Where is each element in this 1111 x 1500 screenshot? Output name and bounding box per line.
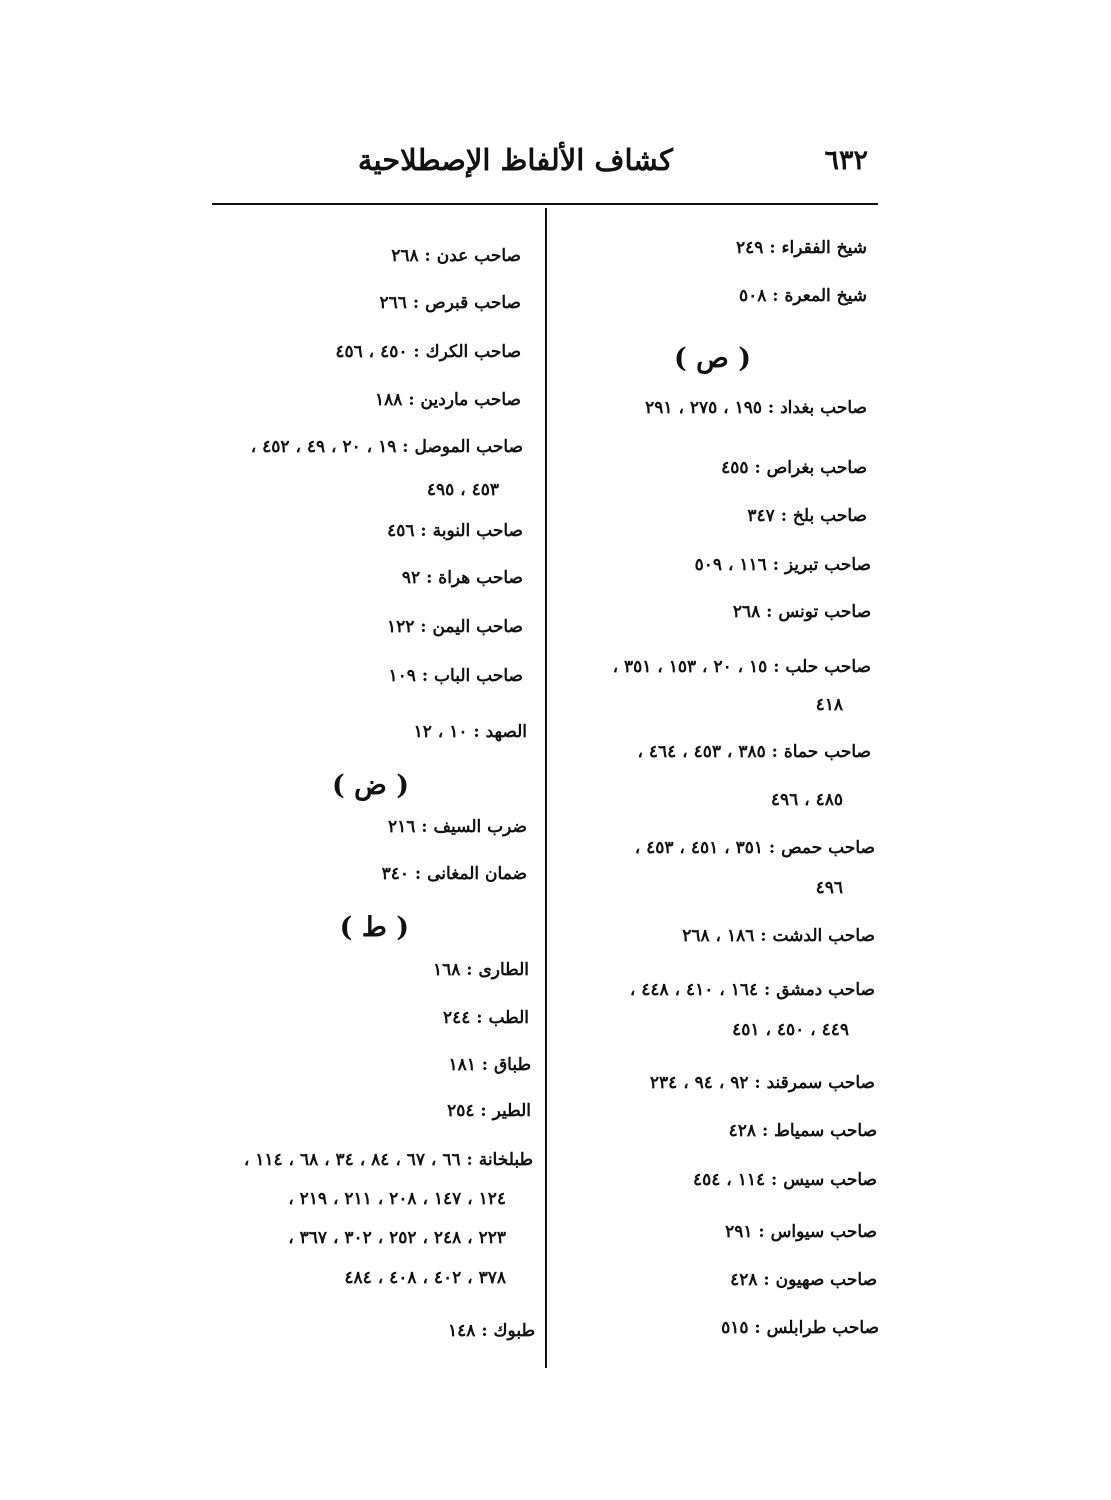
index-entry-continuation: ٣٧٨ ، ٤٠٢ ، ٤٠٨ ، ٤٨٤ <box>344 1268 506 1288</box>
index-entry: صاحب حلب : ١٥ ، ٢٠ ، ١٥٣ ، ٣٥١ ، <box>612 657 871 677</box>
index-entry: صاحب اليمن : ١٢٢ <box>386 617 523 637</box>
section-letter-ta: ( ط ) <box>339 912 409 943</box>
index-entry: صاحب هراة : ٩٢ <box>401 568 523 588</box>
index-entry: صاحب دمشق : ١٦٤ ، ٤١٠ ، ٤٤٨ ، <box>629 980 875 1000</box>
index-entry: صاحب الدشت : ١٨٦ ، ٢٦٨ <box>682 926 875 946</box>
index-entry: صاحب حمص : ٣٥١ ، ٤٥١ ، ٤٥٣ ، <box>634 838 875 858</box>
index-entry: شيخ الفقراء : ٢٤٩ <box>736 238 867 258</box>
index-entry: صاحب سيس : ١١٤ ، ٤٥٤ <box>692 1170 877 1190</box>
index-entry: صاحب النوبة : ٤٥٦ <box>387 521 523 541</box>
index-entry: طباق : ١٨١ <box>448 1055 531 1075</box>
page-number: ٦٣٢ <box>824 145 868 176</box>
index-entry: صاحب الكرك : ٤٥٠ ، ٤٥٦ <box>335 342 521 362</box>
index-entry-continuation: ٤٤٩ ، ٤٥٠ ، ٤٥١ <box>732 1020 849 1040</box>
index-entry-continuation: ٤٨٥ ، ٤٩٦ <box>770 790 843 810</box>
index-entry: صاحب سمرقند : ٩٢ ، ٩٤ ، ٢٣٤ <box>649 1073 875 1093</box>
index-entry: صاحب طرابلس : ٥١٥ <box>721 1318 879 1338</box>
index-entry: صاحب بغداد : ١٩٥ ، ٢٧٥ ، ٢٩١ <box>645 398 867 418</box>
index-entry: صاحب تبريز : ١١٦ ، ٥٠٩ <box>694 555 871 575</box>
index-entry: صاحب بلخ : ٣٤٧ <box>747 506 867 526</box>
index-entry: صاحب قبرص : ٢٦٦ <box>379 293 521 313</box>
index-entry: صاحب سيواس : ٢٩١ <box>725 1222 877 1242</box>
index-entry: الصهد : ١٠ ، ١٢ <box>413 722 527 742</box>
index-entry: صاحب بغراص : ٤٥٥ <box>721 458 867 478</box>
section-letter-dad: ( ض ) <box>332 770 409 801</box>
index-entry: صاحب عدن : ٢٦٨ <box>391 246 521 266</box>
running-title: كشاف الألفاظ الإصطلاحية <box>357 143 673 177</box>
index-entry: صاحب الموصل : ١٩ ، ٢٠ ، ٤٩ ، ٤٥٢ ، <box>250 437 523 457</box>
section-letter-sad: ( ص ) <box>674 343 751 374</box>
index-entry: صاحب تونس : ٢٦٨ <box>732 602 871 622</box>
index-entry: طبلخانة : ٦٦ ، ٦٧ ، ٨٤ ، ٣٤ ، ٦٨ ، ١١٤ ، <box>243 1150 533 1170</box>
index-entry: صاحب صهيون : ٤٢٨ <box>730 1270 877 1290</box>
index-entry-continuation: ١٢٤ ، ١٤٧ ، ٢٠٨ ، ٢١١ ، ٢١٩ ، <box>288 1189 506 1209</box>
index-entry: شيخ المعرة : ٥٠٨ <box>738 286 867 306</box>
index-entry: الطير : ٢٥٤ <box>447 1101 531 1121</box>
index-entry: ضرب السيف : ٢١٦ <box>387 817 527 837</box>
index-entry-continuation: ٤١٨ <box>815 695 843 715</box>
index-entry: طبوك : ١٤٨ <box>448 1321 535 1341</box>
index-entry-continuation: ٤٥٣ ، ٤٩٥ <box>426 480 499 500</box>
index-entry-continuation: ٢٢٣ ، ٢٤٨ ، ٢٥٢ ، ٣٠٢ ، ٣٦٧ ، <box>288 1228 506 1248</box>
index-entry: ضمان المغانى : ٣٤٠ <box>381 864 527 884</box>
index-entry: صاحب ماردين : ١٨٨ <box>375 390 521 410</box>
index-entry: صاحب الباب : ١٠٩ <box>388 666 523 686</box>
index-entry: الطارى : ١٦٨ <box>432 960 529 980</box>
index-entry: صاحب حماة : ٣٨٥ ، ٤٥٣ ، ٤٦٤ ، <box>637 742 871 762</box>
index-entry: صاحب سمياط : ٤٢٨ <box>728 1121 877 1141</box>
index-entry-continuation: ٤٩٦ <box>815 878 843 898</box>
index-entry: الطب : ٢٤٤ <box>442 1008 529 1028</box>
